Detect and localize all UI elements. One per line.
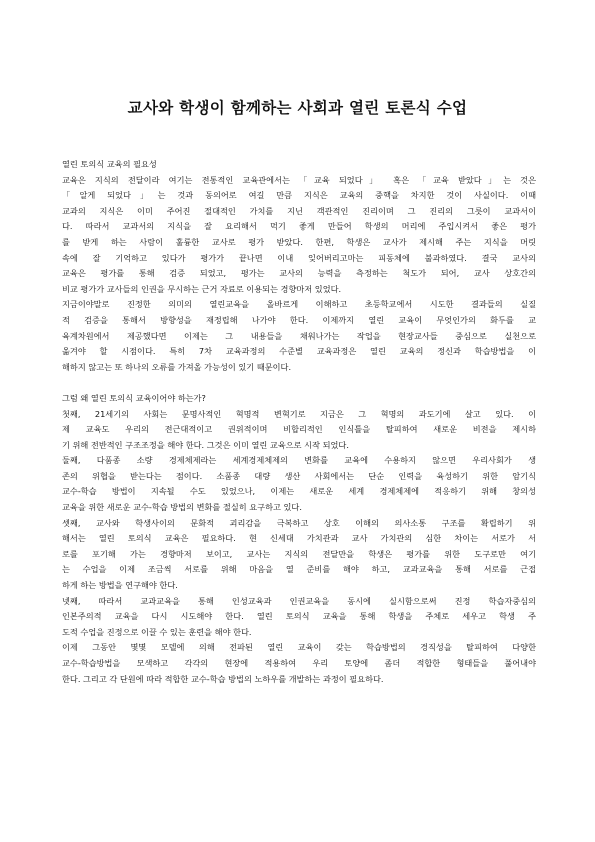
paragraph-line: 둘째, 다품종 소량 경제체제라는 세계경제체제의 변화를 교육에 수용하지 않으면 우리사회가 생 xyxy=(62,455,536,466)
paragraph-line: 하게 하는 방법을 연구해야 한다. xyxy=(62,580,178,591)
paragraph-line: 해서는 열린 토의식 교육은 필요하다. 현 신세대 가치관과 교사 가치관의 심한 차이는 서로가 서 xyxy=(62,533,536,544)
paragraph-line: 다. 따라서 교과서의 지식을 잘 요리해서 먹기 좋게 만들어 학생의 머리에 주입시켜서 좋은 평가 xyxy=(62,221,536,232)
paragraph-line: 교육은 평가를 통해 검증 되었고, 평가는 교사의 능력을 측정하는 척도가 되어, 교사 상호간의 xyxy=(62,268,536,279)
paragraph-line: 적 검증을 통해서 방향성을 재정립해 나가야 한다. 이제까지 열린 교육이 무엇인가의 화두를 교 xyxy=(62,314,536,325)
paragraph-line: 넷째, 따라서 교과교육을 통해 인성교육과 인권교육을 동시에 실시함으로써 진정 학습자중심의 xyxy=(62,595,536,606)
paragraph-line: 를 받게 하는 사람이 훌륭한 교사로 평가 받았다. 한편, 학생은 교사가 제시해 주는 지식을 머릿 xyxy=(62,236,536,247)
section-heading: 그럼 왜 열린 토의식 교육이어야 하는가? xyxy=(62,392,206,403)
paragraph-line: 로를 포기해 가는 경향마저 보이고, 교사는 지식의 전달만을 학생은 평가를 위한 도구로만 여기 xyxy=(62,548,536,559)
paragraph-spacer xyxy=(62,375,536,391)
paragraph-line: 지금이야말로 진정한 의미의 열린교육을 올바르게 이해하고 초등학교에서 시도한 결과들의 실질 xyxy=(62,299,536,310)
section-heading: 열린 토의식 교육의 필요성 xyxy=(62,159,157,169)
paragraph-line: 교수-학습방법을 모색하고 각각의 현장에 적용하여 우리 토양에 좀더 적합한 형태들을 풀어내야 xyxy=(62,658,536,668)
paragraph-line: 해하지 않고는 또 하나의 오류를 가져올 가능성이 있기 때문이다. xyxy=(62,361,292,372)
paragraph-line: 한다. 그리고 각 단원에 따라 적합한 교수-학습 방법의 노하우를 개발하는 과정이 필요하다. xyxy=(62,673,384,684)
paragraph-line: 옮겨야 할 시점이다. 특히 7차 교육과정의 수준별 교육과정은 열린 교육의 정신과 학습방법을 이 xyxy=(62,346,536,357)
paragraph-line: 교육은 지식의 전달이라 여기는 전통적인 교육관에서는 「교육 되었다」 혹은 「교육 받았다」는 것은 xyxy=(62,174,536,185)
paragraph-line: 존의 위협을 받는다는 점이다. 소품종 대량 생산 사회에서는 단순 인력을 육성하기 위한 암기식 xyxy=(62,470,536,481)
paragraph-line: 교과의 지식은 이미 주어진 절대적인 가치를 지닌 객관적인 진리이며 그 진리의 그릇이 교과서이 xyxy=(62,205,536,216)
paragraph-line: 인본주의적 교육을 다시 시도해야 한다. 열린 토의식 교육을 통해 학생을 주체로 세우고 학생 주 xyxy=(62,611,536,622)
paragraph-line: 도적 수업을 진정으로 이끌 수 있는 훈련을 해야 한다. xyxy=(62,626,252,637)
paragraph-line: 첫째, 21세기의 사회는 문명사적인 혁명적 변혁기로 지금은 그 혁명의 과도기에 살고 있다. 이 xyxy=(62,408,536,419)
paragraph-line: 는 수업을 이제 조금씩 서로를 위해 마음을 열 준비를 해야 하고, 교과교육을 통해 서로를 근접 xyxy=(62,564,536,575)
paragraph-line: 「알게 되었다」는 것과 동의어로 여길 만큼 지식은 교육의 중핵을 차지한 것이 사실이다. 이때 xyxy=(62,190,536,201)
paragraph-line: 기 위해 전반적인 구조조정을 해야 한다. 그것은 이미 열린 교육으로 시작 되었다. xyxy=(62,439,349,450)
paragraph-line: 셋째, 교사와 학생사이의 문화적 괴리감을 극복하고 상호 이해의 의사소통 구조를 확립하기 위 xyxy=(62,517,536,528)
paragraph-line: 육계차원에서 제공했다면 이제는 그 내용들을 채워나가는 작업을 현장교사들 중심으로 실천으로 xyxy=(62,330,536,341)
paragraph-line: 속에 잘 기억하고 있다가 평가가 끝나면 이내 잊어버리고마는 피동체에 불과하였다. 결국 교사의 xyxy=(62,252,536,263)
paragraph-line: 교수-학습 방법이 지속될 수도 있었으나, 이제는 새로운 세계 경제체제에 적응하기 위해 창의성 xyxy=(62,486,536,497)
paragraph-line: 이제 그동안 몇몇 모델에 의해 전파된 열린 교육이 갖는 학습방법의 경직성을 탈피하여 다양한 xyxy=(62,642,536,653)
paragraph-line: 교육을 위한 새로운 교수-학습 방법의 변화를 절실히 요구하고 있다. xyxy=(62,502,302,513)
paragraph-line: 제 교육도 우리의 전근대적이고 권위적이며 비합리적인 인식틀을 탈피하여 새로운 비전을 제시하 xyxy=(62,424,536,435)
document-body xyxy=(62,157,536,687)
paragraph-line: 비교 평가가 교사들의 인권을 무시하는 근거 자료로 이용되는 경향마저 있었다. xyxy=(62,283,342,294)
document-title: 교사와 학생이 함께하는 사회과 열린 토론식 수업 xyxy=(127,99,468,117)
